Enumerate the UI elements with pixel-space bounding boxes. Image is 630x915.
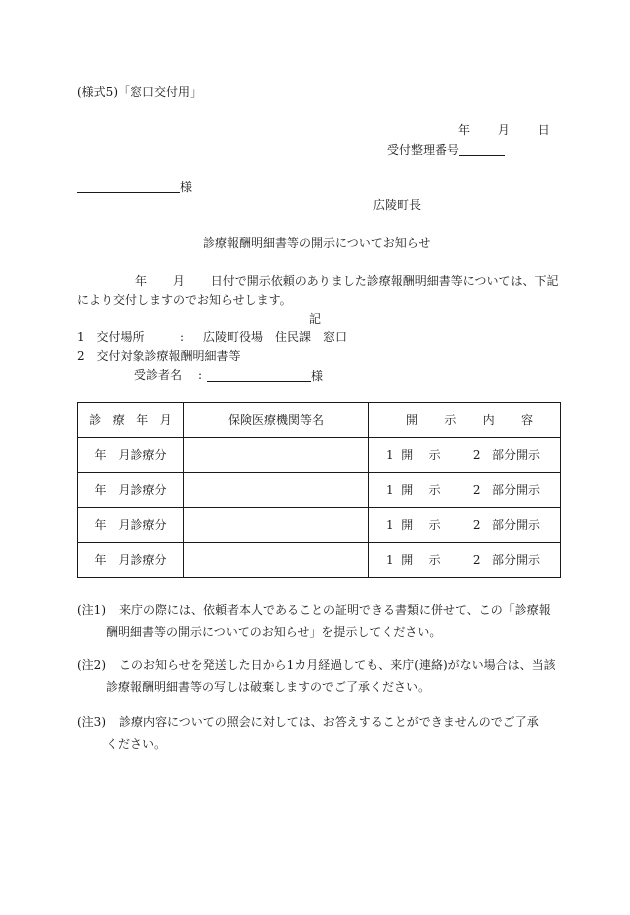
sender: 広陵町長 bbox=[373, 198, 422, 212]
note-3 bbox=[77, 711, 557, 755]
item-2-label: 交付対象診療報酬明細書等 bbox=[96, 349, 241, 363]
item-1-num: 1 bbox=[77, 330, 85, 344]
row-content bbox=[369, 473, 561, 508]
header-month-char: 年 bbox=[136, 413, 149, 427]
table-row bbox=[78, 543, 561, 578]
addressee-line bbox=[77, 180, 192, 193]
row-content bbox=[369, 508, 561, 543]
row-institution bbox=[184, 508, 369, 543]
row-institution bbox=[184, 543, 369, 578]
header-month-char: 診 bbox=[89, 413, 102, 427]
note-1-line-1: 来庁の際には、依頼者本人であることの証明できる書類に併せて、この「診療報 bbox=[119, 603, 551, 617]
header-content-char: 内 bbox=[482, 413, 495, 427]
row-content bbox=[369, 438, 561, 473]
row-month-label: 年 月診療分 bbox=[78, 438, 184, 473]
patient-name-blank bbox=[207, 369, 311, 382]
note-2-label: (注2) bbox=[77, 658, 106, 672]
option-partial: 2 部分開示 bbox=[472, 483, 540, 497]
note-2-line-2: 診療報酬明細書等の写しは破棄しますのでご了承ください。 bbox=[106, 680, 431, 694]
option-partial: 2 部分開示 bbox=[472, 518, 540, 532]
intro-month: 月 bbox=[172, 274, 185, 288]
header-month-char: 療 bbox=[112, 413, 125, 427]
option-full: 1 開 示 bbox=[386, 553, 441, 567]
patient-name-suffix: 様 bbox=[311, 369, 324, 383]
addressee-suffix: 様 bbox=[180, 180, 193, 194]
option-full: 1 開 示 bbox=[386, 518, 441, 532]
reception-number-blank bbox=[459, 143, 505, 156]
intro-line-1 bbox=[135, 275, 558, 287]
header-content bbox=[369, 403, 561, 438]
reception-number bbox=[387, 143, 505, 156]
date-year: 年 bbox=[458, 123, 471, 137]
intro-year: 年 bbox=[135, 274, 148, 288]
row-month-label: 年 月診療分 bbox=[78, 543, 184, 578]
patient-name-field bbox=[207, 369, 323, 382]
item-1 bbox=[77, 331, 144, 343]
header-month-char: 月 bbox=[159, 413, 172, 427]
note-2-line-1: このお知らせを発送した日から1カ月経過しても、来庁(連絡)がない場合は、当該 bbox=[119, 658, 556, 672]
date-month: 月 bbox=[497, 123, 510, 137]
item-1-colon: : bbox=[180, 330, 185, 344]
option-partial: 2 部分開示 bbox=[472, 553, 540, 567]
date-day: 日 bbox=[537, 123, 550, 137]
header-content-char: 示 bbox=[444, 413, 457, 427]
note-1-line-2: 酬明細書等の開示についてのお知らせ」を提示してください。 bbox=[106, 625, 442, 639]
item-2-num: 2 bbox=[77, 349, 85, 363]
patient-name-label: 受診者名 bbox=[134, 368, 183, 382]
note-3-line-1: 診療内容についての照会に対しては、お答えすることができませんのでご了承 bbox=[119, 715, 539, 729]
item-2 bbox=[77, 350, 240, 362]
ki-mark: 記 bbox=[309, 312, 322, 326]
date-line bbox=[458, 124, 550, 136]
note-1 bbox=[77, 599, 557, 643]
option-full: 1 開 示 bbox=[386, 483, 441, 497]
intro-line-2: により交付しますのでお知らせします。 bbox=[77, 293, 292, 307]
item-1-label: 交付場所 bbox=[96, 330, 145, 344]
note-3-line-2: ください。 bbox=[106, 737, 167, 751]
table-row bbox=[78, 438, 561, 473]
option-full: 1 開 示 bbox=[386, 448, 441, 462]
note-2 bbox=[77, 654, 557, 698]
option-partial: 2 部分開示 bbox=[472, 448, 540, 462]
row-month-label: 年 月診療分 bbox=[78, 473, 184, 508]
row-content bbox=[369, 543, 561, 578]
table-row bbox=[78, 473, 561, 508]
table-header-row bbox=[78, 403, 561, 438]
header-institution: 保険医療機関等名 bbox=[184, 403, 369, 438]
intro-rest: 日付で開示依頼のありました診療報酬明細書等については、下記 bbox=[210, 274, 559, 288]
form-label: (様式5)「窓口交付用」 bbox=[77, 85, 202, 99]
header-month bbox=[78, 403, 184, 438]
disclosure-table bbox=[77, 402, 561, 578]
header-content-char: 開 bbox=[406, 413, 419, 427]
header-content-char: 容 bbox=[520, 413, 533, 427]
table-row bbox=[78, 508, 561, 543]
patient-name-colon: : bbox=[198, 368, 203, 382]
row-institution bbox=[184, 473, 369, 508]
reception-number-label: 受付整理番号 bbox=[387, 143, 460, 157]
note-3-label: (注3) bbox=[77, 715, 106, 729]
page-title: 診療報酬明細書等の開示についてお知らせ bbox=[203, 236, 431, 250]
row-month-label: 年 月診療分 bbox=[78, 508, 184, 543]
row-institution bbox=[184, 438, 369, 473]
item-1-value: 広陵町役場 住民課 窓口 bbox=[203, 330, 348, 344]
note-1-label: (注1) bbox=[77, 603, 106, 617]
addressee-blank bbox=[77, 180, 180, 193]
